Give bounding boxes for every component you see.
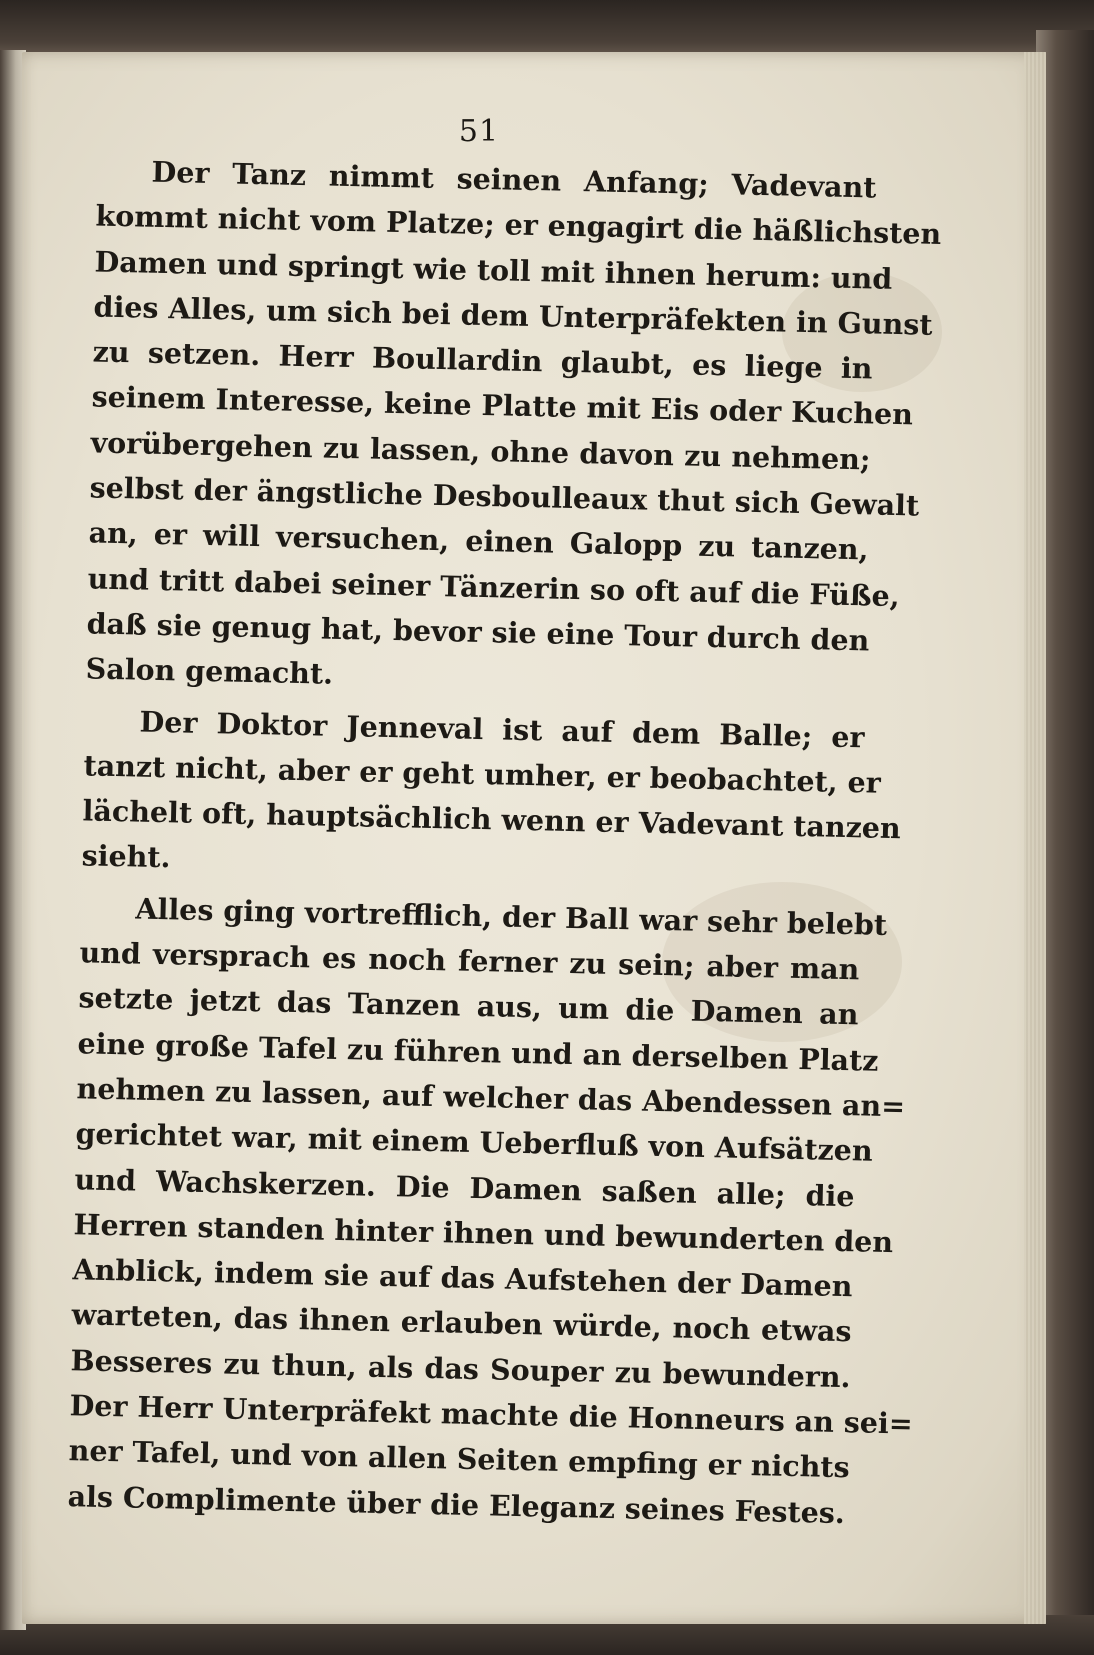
text-line: Anblick, indem sie auf das Aufstehen der Damen [72, 1252, 853, 1304]
text-line: Herren standen hinter ihnen und bewunderten den [73, 1207, 894, 1259]
text-line: zu setzen. Herr Boullardin glaubt, es liege in [92, 334, 873, 386]
text-line: Der Doktor Jenneval ist auf dem Balle; er [139, 704, 865, 754]
text-line: Besseres zu thun, als das Souper zu bewundern. [70, 1342, 851, 1394]
text-line: nehmen zu lassen, auf welcher das Abendessen an= [76, 1071, 906, 1124]
text-line: selbst der ängstliche Desboulleaux thut sich Gewalt [89, 470, 920, 523]
text-line: kommt nicht vom Platze; er engagirt die häßlichsten [95, 198, 942, 252]
paragraph [85, 148, 942, 708]
text-line: warteten, das ihnen erlauben würde, noch etwas [71, 1297, 852, 1349]
body-text [67, 148, 942, 1536]
text-line: eine große Tafel zu führen und an derselben Platz [77, 1025, 879, 1078]
text-line: Alles ging vortrefflich, der Ball war sehr belebt [135, 891, 888, 942]
text-line: als Complimente über die Eleganz seines Festes. [67, 1478, 846, 1530]
book-cover-top [0, 0, 1094, 60]
text-line: gerichtet war, mit einem Ueberfluß von Aufsätzen [75, 1116, 873, 1168]
text-line: seinem Interesse, keine Platte mit Eis oder Kuchen [91, 379, 914, 432]
text-line: setzte jetzt das Tanzen aus, um die Damen an [78, 980, 859, 1032]
paragraph [81, 698, 902, 896]
text-line: lächelt oft, hauptsächlich wenn er Vadevant tanzen [82, 793, 902, 846]
text-line: vorübergehen zu lassen, ohne davon zu nehmen; [90, 425, 871, 477]
paragraph [67, 885, 914, 1536]
text-line: Salon gemacht. [85, 651, 334, 692]
text-line: und Wachskerzen. Die Damen saßen alle; die [74, 1161, 855, 1213]
text-line: und tritt dabei seiner Tänzerin so oft auf die Füße, [87, 561, 900, 613]
text-line: Der Tanz nimmt seinen Anfang; Vadevant [151, 154, 877, 205]
page-stack-edge [1024, 52, 1046, 1624]
text-line: ner Tafel, und von allen Seiten empfing er nichts [68, 1433, 850, 1485]
text-line: dies Alles, um sich bei dem Unterpräfekten in Gunst [93, 289, 933, 342]
text-line: daß sie genug hat, bevor sie eine Tour durch den [86, 606, 870, 658]
text-line: tanzt nicht, aber er geht umher, er beobachtet, er [83, 748, 882, 800]
text-line: Damen und springt wie toll mit ihnen herum: und [94, 244, 893, 296]
text-line: sieht. [81, 838, 171, 875]
text-line: an, er will versuchen, einen Galopp zu tanzen, [88, 515, 869, 567]
book-page [22, 52, 1046, 1624]
page-number: 51 [458, 114, 500, 149]
text-line: Der Herr Unterpräfekt machte die Honneurs an sei= [69, 1388, 914, 1441]
text-line: und versprach es noch ferner zu sein; aber man [79, 935, 860, 987]
